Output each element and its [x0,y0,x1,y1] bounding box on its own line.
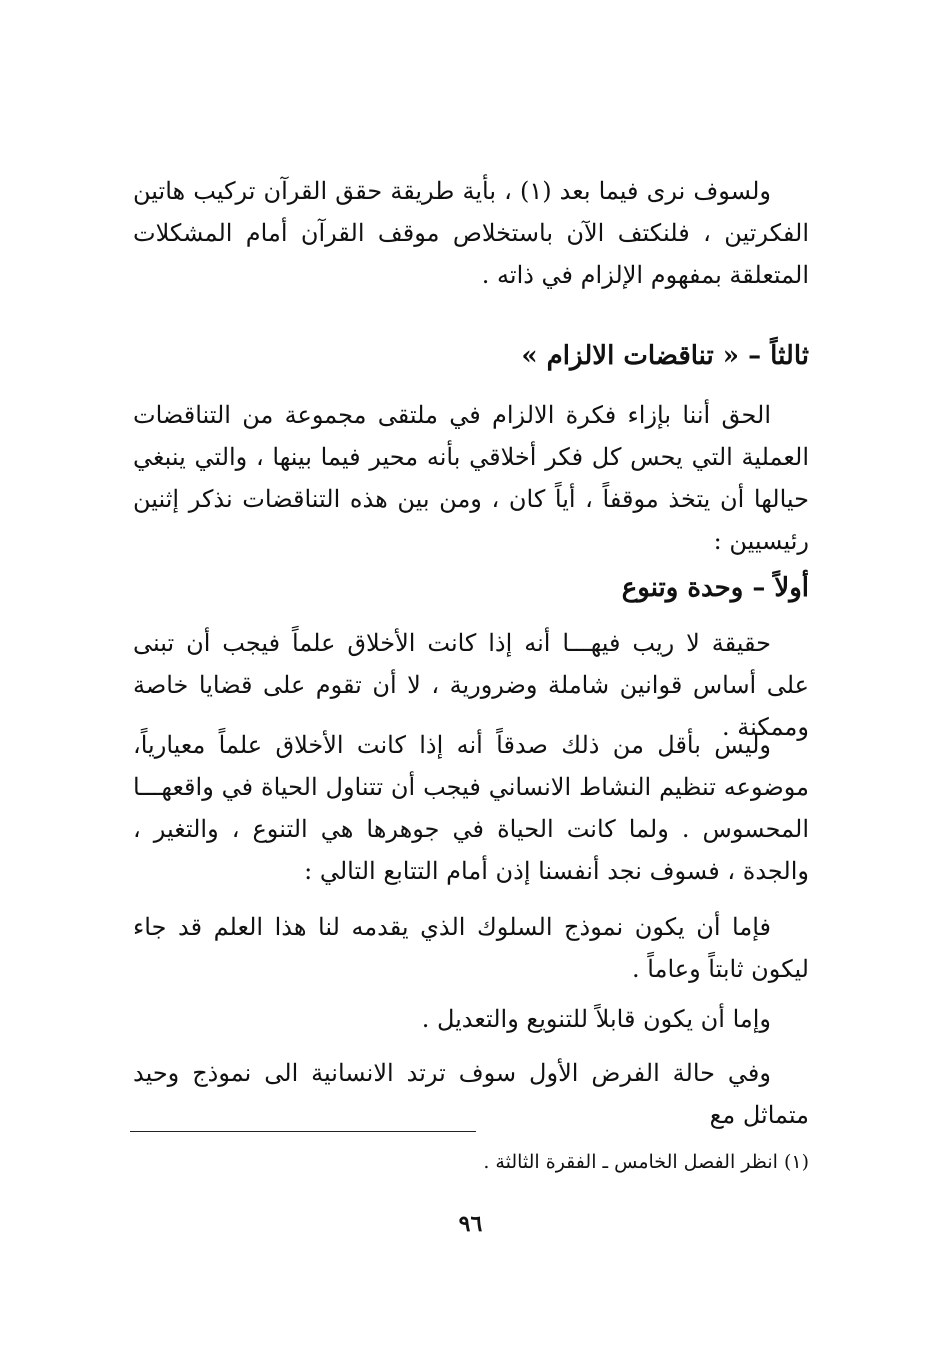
unity-paragraph: حقيقة لا ريب فيهـــا أنه إذا كانت الأخلاق علماً فيجب أن تبنى على أساس قوانين شاملة وضرورية ، لا أن تقوم على قضايا خاصة وممكنة . [133,629,809,741]
option-two-paragraph: وإما أن يكون قابلاً للتنويع والتعديل . [421,1005,771,1033]
first-case-paragraph: وفي حالة الفرض الأول سوف ترتد الانسانية الى نموذج وحيد متماثل مع [133,1059,809,1129]
section-heading-contradictions: ثالثاً – « تناقضات الالزام » [521,341,809,371]
footnote: (١) انظر الفصل الخامس ـ الفقرة الثالثة . [483,1151,809,1173]
footnote-divider [130,1131,476,1132]
page-number: ٩٦ [458,1211,483,1237]
contradictions-paragraph: الحق أننا بإزاء فكرة الالزام في ملتقى مجموعة من التناقضات العملية التي يحس كل فكر أخلاقي بأنه محير فيما بينها ، والتي ينبغي حيالها أن يتخذ موقفاً ، أياً كان ، ومن بين هذه التناقضات نذكر إثنين رئيسيين : [133,401,809,555]
section-heading-unity-variety: أولاً – وحدة وتنوع [621,573,809,603]
intro-paragraph: ولسوف نرى فيما بعد (١) ، بأية طريقة حقق القرآن تركيب هاتين الفكرتين ، فلنكتف الآن باستخلاص موقف القرآن أمام المشكلات المتعلقة بمفهوم الإلزام في ذاته . [133,177,809,289]
option-one-paragraph: فإما أن يكون نموذج السلوك الذي يقدمه لنا هذا العلم قد جاء ليكون ثابتاً وعاماً . [133,913,809,983]
variety-paragraph: وليس بأقل من ذلك صدقاً أنه إذا كانت الأخلاق علماً معيارياً، موضوعه تنظيم النشاط الانساني فيجب أن تتناول الحياة في واقعهـــا المحسوس . ولما كانت الحياة في جوهرها هي التنوع ، والتغير ، والجدة ، فسوف نجد أنفسنا إذن أمام التتابع التالي : [133,731,809,885]
